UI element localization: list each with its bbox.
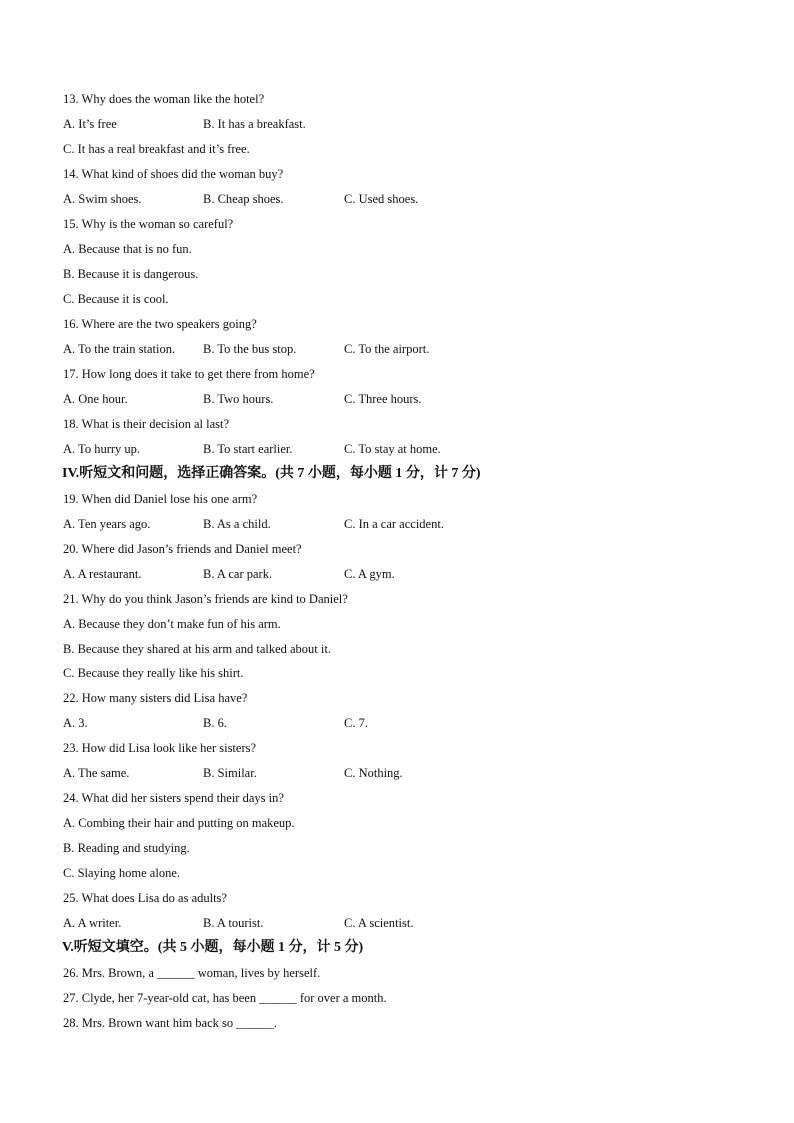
question-21-option-c: C. Because they really like his shirt. [63,666,244,680]
question-23-option-c: C. Nothing. [344,766,403,780]
question-19: 19. When did Daniel lose his one arm? [63,492,258,506]
question-17: 17. How long does it take to get there from home? [63,367,315,381]
question-21: 21. Why do you think Jason’s friends are kind to Daniel? [63,592,348,606]
question-17-option-c: C. Three hours. [344,392,422,406]
question-22: 22. How many sisters did Lisa have? [63,691,248,705]
question-18-option-c: C. To stay at home. [344,442,441,456]
question-16: 16. Where are the two speakers going? [63,317,257,331]
question-20-option-b: B. A car park. [203,567,273,581]
question-19-option-c: C. In a car accident. [344,517,444,531]
question-25-option-c: C. A scientist. [344,916,414,930]
question-16-option-c: C. To the airport. [344,342,430,356]
section-v-heading: V.听短文填空。(共 5 小题，每小题 1 分，计 5 分) [62,940,364,955]
question-24-option-a: A. Combing their hair and putting on makeup. [63,816,295,830]
question-24-option-c: C. Slaying home alone. [63,866,180,880]
question-27: 27. Clyde, her 7-year-old cat, has been ______ for over a month. [63,991,387,1005]
question-28: 28. Mrs. Brown want him back so ______. [63,1016,277,1030]
question-24: 24. What did her sisters spend their days in? [63,791,284,805]
question-18-option-b: B. To start earlier. [203,442,293,456]
question-23-option-a: A. The same. [63,766,130,780]
question-22-option-a: A. 3. [63,716,88,730]
question-25-option-b: B. A tourist. [203,916,264,930]
question-21-option-a: A. Because they don’t make fun of his arm. [63,617,281,631]
question-18: 18. What is their decision al last? [63,417,230,431]
question-23: 23. How did Lisa look like her sisters? [63,741,257,755]
question-24-option-b: B. Reading and studying. [63,841,190,855]
question-16-option-a: A. To the train station. [63,342,176,356]
question-25: 25. What does Lisa do as adults? [63,891,227,905]
question-15-option-a: A. Because that is no fun. [63,242,192,256]
question-14-option-c: C. Used shoes. [344,192,419,206]
question-19-option-b: B. As a child. [203,517,271,531]
section-iv-heading: IV.听短文和问题，选择正确答案。(共 7 小题，每小题 1 分，计 7 分) [62,466,481,481]
question-15-option-c: C. Because it is cool. [63,292,169,306]
question-16-option-b: B. To the bus stop. [203,342,297,356]
question-26: 26. Mrs. Brown, a ______ woman, lives by herself. [63,966,321,980]
question-19-option-a: A. Ten years ago. [63,517,151,531]
question-20: 20. Where did Jason’s friends and Daniel meet? [63,542,302,556]
question-14: 14. What kind of shoes did the woman buy? [63,167,284,181]
question-20-option-c: C. A gym. [344,567,395,581]
question-13-option-b: B. It has a breakfast. [203,117,306,131]
question-15-option-b: B. Because it is dangerous. [63,267,199,281]
question-13: 13. Why does the woman like the hotel? [63,92,265,106]
question-25-option-a: A. A writer. [63,916,122,930]
question-22-option-c: C. 7. [344,716,368,730]
question-21-option-b: B. Because they shared at his arm and talked about it. [63,642,331,656]
question-23-option-b: B. Similar. [203,766,257,780]
question-22-option-b: B. 6. [203,716,227,730]
question-13-option-c: C. It has a real breakfast and it’s free. [63,142,250,156]
question-18-option-a: A. To hurry up. [63,442,141,456]
question-15: 15. Why is the woman so careful? [63,217,234,231]
question-14-option-a: A. Swim shoes. [63,192,142,206]
question-17-option-b: B. Two hours. [203,392,274,406]
question-14-option-b: B. Cheap shoes. [203,192,284,206]
question-13-option-a: A. It’s free [63,117,117,131]
question-17-option-a: A. One hour. [63,392,128,406]
question-20-option-a: A. A restaurant. [63,567,142,581]
